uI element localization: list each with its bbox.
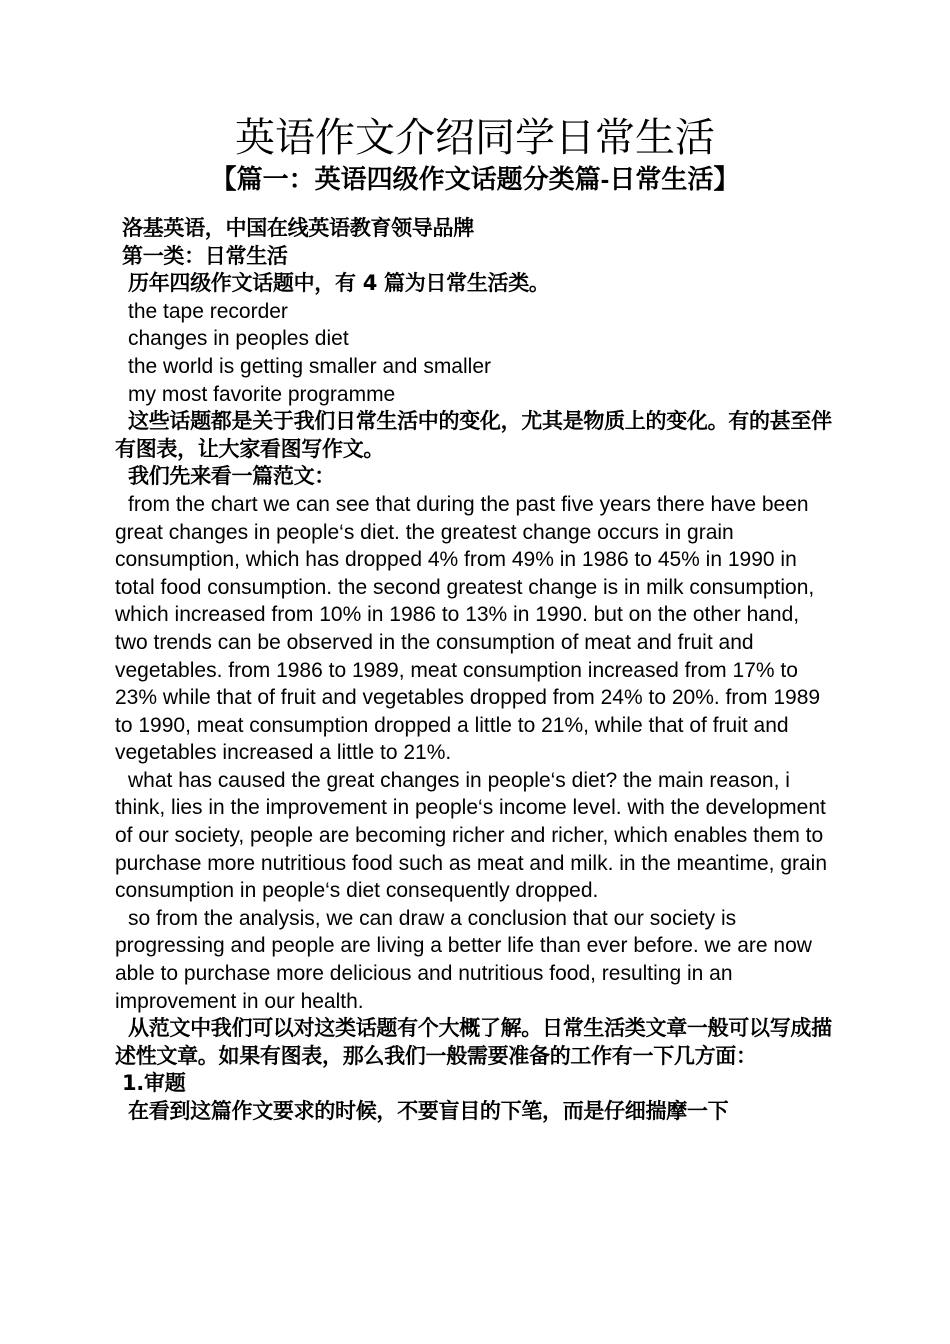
analysis-paragraph: 从范文中我们可以对这类话题有个大概了解。日常生活类文章一般可以写成描述性文章。如果有图表，那么我们一般需要准备的工作有一下几方面：: [115, 1016, 832, 1068]
document-body: [115, 215, 837, 1126]
essay-paragraph: so from the analysis, we can draw a conclusion that our society is progressing and people are living a better life than ever before. we are now able to purchase more delicious and nutritious food, resulting in an improvement in our health.: [115, 906, 812, 1013]
sample-essay-intro: 我们先来看一篇范文：: [128, 464, 335, 489]
document-title: 英语作文介绍同学日常生活: [235, 116, 715, 160]
brand-line: 洛基英语，中国在线英语教育领导品牌: [122, 216, 474, 240]
category-heading: 第一类：日常生活: [122, 243, 288, 268]
topic-description: 这些话题都是关于我们日常生活中的变化，尤其是物质上的变化。有的甚至伴有图表，让大家看图写作文。: [115, 409, 832, 461]
topic-item: changes in peoples diet: [128, 327, 349, 351]
topic-item: the world is getting smaller and smaller: [128, 354, 491, 378]
essay-paragraph: what has caused the great changes in people‘s diet? the main reason, i think, lies in the improvement in people‘s income level. with the development of our society, people are becoming richer and richer, which enables them to purchase more nutritious food such as meat and milk. in the meantime, grain consumption in people‘s diet consequently dropped.: [115, 768, 828, 903]
topic-item: the tape recorder: [128, 299, 288, 323]
step-heading: 1.审题: [122, 1071, 186, 1096]
essay-paragraph: from the chart we can see that during the past five years there have been great changes in people‘s diet. the greatest change occurs in grain consumption, which has dropped 4% from 49% in 1986 to 45% in 1990 in total food consumption. the second greatest change is in milk consumption, which increased from 10% in 1986 to 13% in 1990. but on the other hand, two trends can be observed in the consumption of meat and fruit and vegetables. from 1986 to 1989, meat consumption increased from 17% to 23% while that of fruit and vegetables dropped from 24% to 20%. from 1989 to 1990, meat consumption dropped a little to 21%, while that of fruit and vegetables increased a little to 21%.: [115, 492, 821, 765]
document-subtitle: 【篇一：英语四级作文话题分类篇-日常生活】: [210, 164, 740, 194]
intro-paragraph: 历年四级作文话题中，有 4 篇为日常生活类。: [128, 271, 550, 296]
step-paragraph: 在看到这篇作文要求的时候，不要盲目的下笔，而是仔细揣摩一下: [128, 1099, 729, 1123]
topic-item: my most favorite programme: [128, 382, 396, 406]
